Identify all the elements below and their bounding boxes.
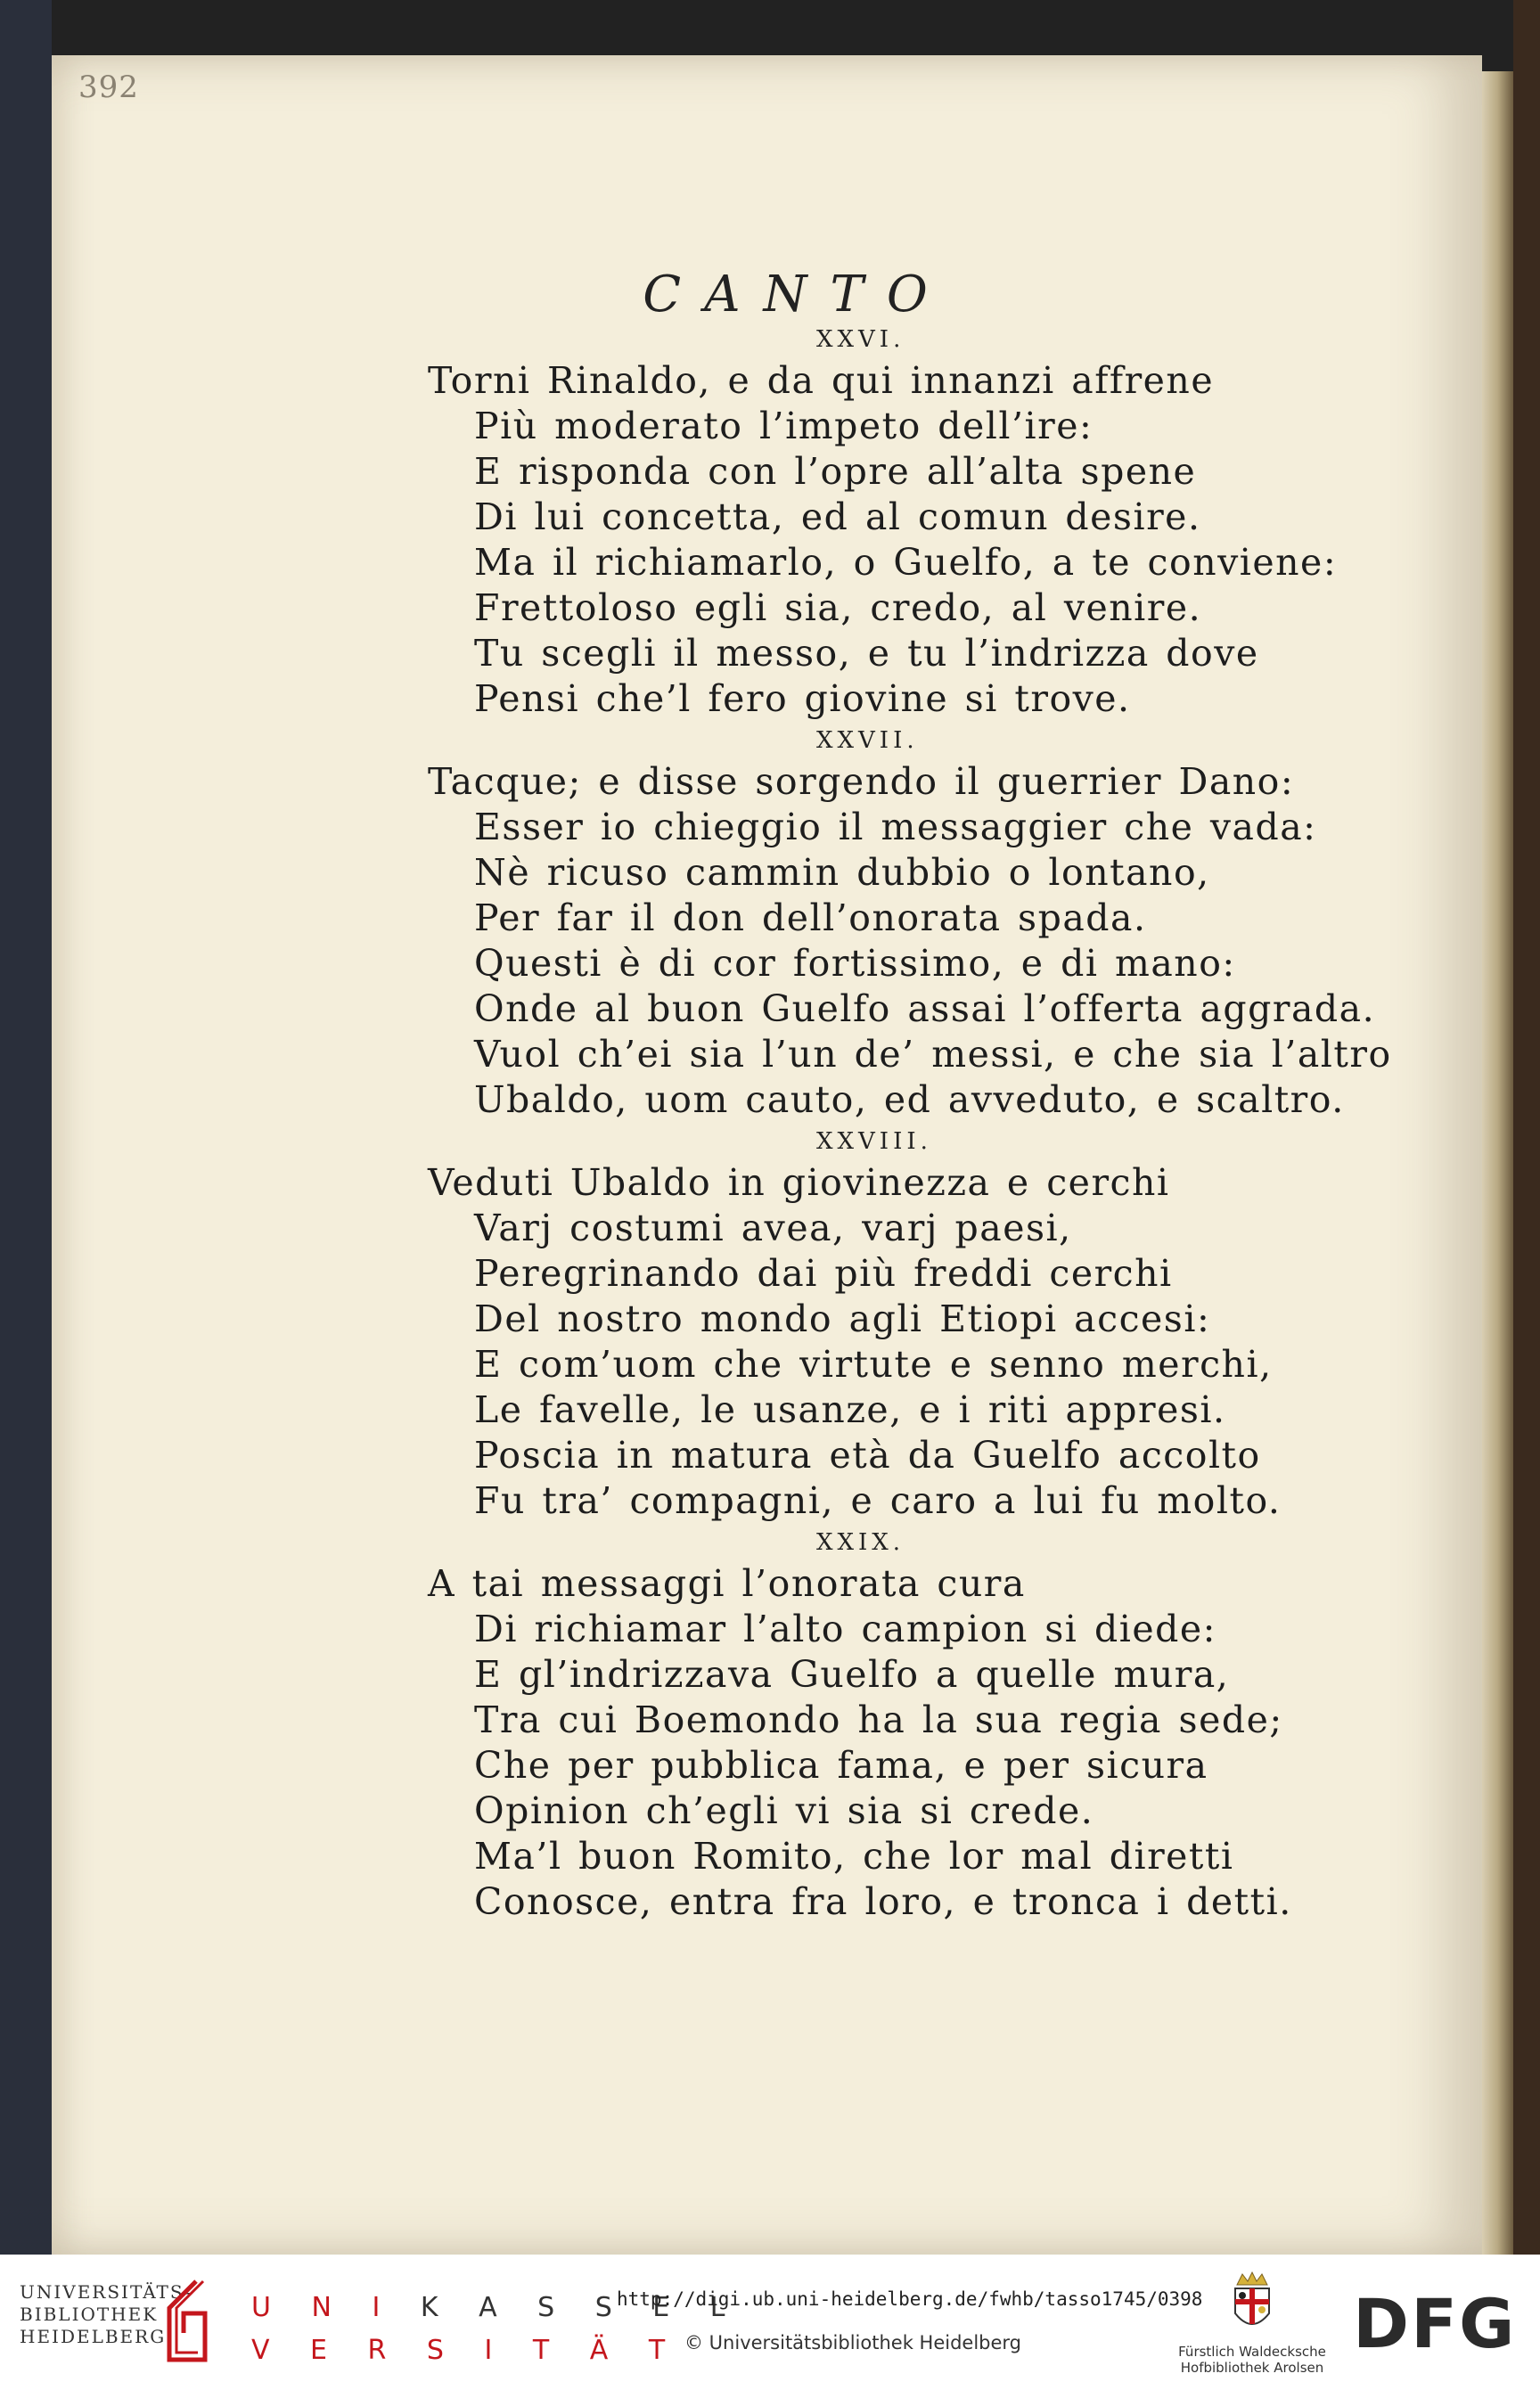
verse-line: E gl’indrizzava Guelfo a quelle mura, xyxy=(474,1653,1230,1696)
verse-line: Questi è di cor fortissimo, e di mano: xyxy=(474,942,1236,985)
verse-line: Per far il don dell’onorata spada. xyxy=(474,896,1147,939)
stanza-number: XXVI. xyxy=(816,326,905,353)
folio-number: 392 xyxy=(78,70,139,105)
kassel-line-2: V E R S I T Ä T xyxy=(251,2335,682,2366)
verse-line: A tai messaggi l’onorata cura xyxy=(428,1562,1026,1605)
verse-line: Peregrinando dai più freddi cerchi xyxy=(474,1252,1173,1295)
verse-line: Esser io chieggio il messaggier che vada: xyxy=(474,806,1317,848)
verse-line: Ubaldo, uom cauto, ed avveduto, e scaltro. xyxy=(474,1078,1345,1121)
arolsen-library-name xyxy=(1176,2344,1328,2376)
verse-line: Veduti Ubaldo in giovinezza e cerchi xyxy=(428,1161,1170,1204)
book-cover-left xyxy=(0,0,52,2255)
verse-line: Varj costumi avea, varj paesi, xyxy=(474,1207,1072,1249)
kassel-line-1: U N I K A S S E L xyxy=(251,2292,741,2323)
arolsen-crest-icon xyxy=(1230,2271,1274,2337)
verse-line: Conosce, entra fra loro, e tronca i detti. xyxy=(474,1880,1292,1923)
copyright-text: © Universitätsbibliothek Heidelberg xyxy=(684,2332,1022,2353)
arolsen-line: Hofbibliothek Arolsen xyxy=(1180,2360,1324,2376)
page-url-link[interactable]: http://digi.ub.uni-heidelberg.de/fwhb/tasso1745/0398 xyxy=(617,2288,1203,2310)
verse-line: Poscia in matura età da Guelfo accolto xyxy=(474,1434,1261,1477)
verse-line: Del nostro mondo agli Etiopi accesi: xyxy=(474,1297,1211,1340)
verse-line: Torni Rinaldo, e da qui innanzi affrene xyxy=(428,359,1215,402)
verse-line: Opinion ch’egli vi sia si crede. xyxy=(474,1789,1094,1832)
verse-line: Vuol ch’ei sia l’un de’ messi, e che sia l’altro xyxy=(474,1033,1392,1076)
verse-line: E risponda con l’opre all’alta spene xyxy=(474,450,1197,493)
dfg-logo: DFG xyxy=(1353,2284,1517,2363)
stanza xyxy=(428,1524,1408,1925)
heidelberg-line: BIBLIOTHEK xyxy=(20,2304,159,2325)
verse-line: Tra cui Boemondo ha la sua regia sede; xyxy=(474,1698,1283,1741)
verse-line: Tacque; e disse sorgendo il guerrier Dano: xyxy=(428,760,1295,803)
heidelberg-logo-icon xyxy=(160,2278,214,2363)
stanza xyxy=(428,321,1408,722)
stanza-number: XXVIII. xyxy=(816,1128,932,1155)
verse-line: Che per pubblica fama, e per sicura xyxy=(474,1744,1208,1787)
verse-line: Nè ricuso cammin dubbio o lontano, xyxy=(474,851,1210,894)
viewer-footer xyxy=(0,2255,1540,2390)
stanza-number: XXIX. xyxy=(816,1529,905,1556)
book-cover-right xyxy=(1513,0,1540,2255)
verse-line: Tu scegli il messo, e tu l’indrizza dove xyxy=(474,632,1259,675)
verse-line: Le favelle, le usanze, e i riti appresi. xyxy=(474,1388,1226,1431)
verse-line: Fu tra’ compagni, e caro a lui fu molto. xyxy=(474,1479,1282,1522)
verse-line: Ma’l buon Romito, che lor mal diretti xyxy=(474,1835,1234,1878)
verse-line: Di richiamar l’alto campion si diede: xyxy=(474,1608,1216,1650)
verse-line: Ma il richiamarlo, o Guelfo, a te conviene: xyxy=(474,541,1338,584)
poem-text xyxy=(428,321,1408,1925)
stanza xyxy=(428,722,1408,1123)
stanza-number: XXVII. xyxy=(816,727,919,754)
stanza xyxy=(428,1123,1408,1524)
arolsen-line: Fürstlich Waldecksche xyxy=(1178,2344,1326,2360)
heidelberg-line: UNIVERSITÄTS- xyxy=(20,2281,193,2303)
page-edge xyxy=(1482,71,1513,2255)
verse-line: Pensi che’l fero giovine si trove. xyxy=(474,677,1131,720)
verse-line: Onde al buon Guelfo assai l’offerta aggrada. xyxy=(474,987,1376,1030)
heidelberg-line: HEIDELBERG xyxy=(20,2326,167,2347)
verse-line: Più moderato l’impeto dell’ire: xyxy=(474,405,1094,447)
verse-line: Frettoloso egli sia, credo, al venire. xyxy=(474,586,1202,629)
verse-line: E com’uom che virtute e senno merchi, xyxy=(474,1343,1273,1386)
verse-line: Di lui concetta, ed al comun desire. xyxy=(474,495,1201,538)
page-title: CANTO xyxy=(643,266,951,323)
